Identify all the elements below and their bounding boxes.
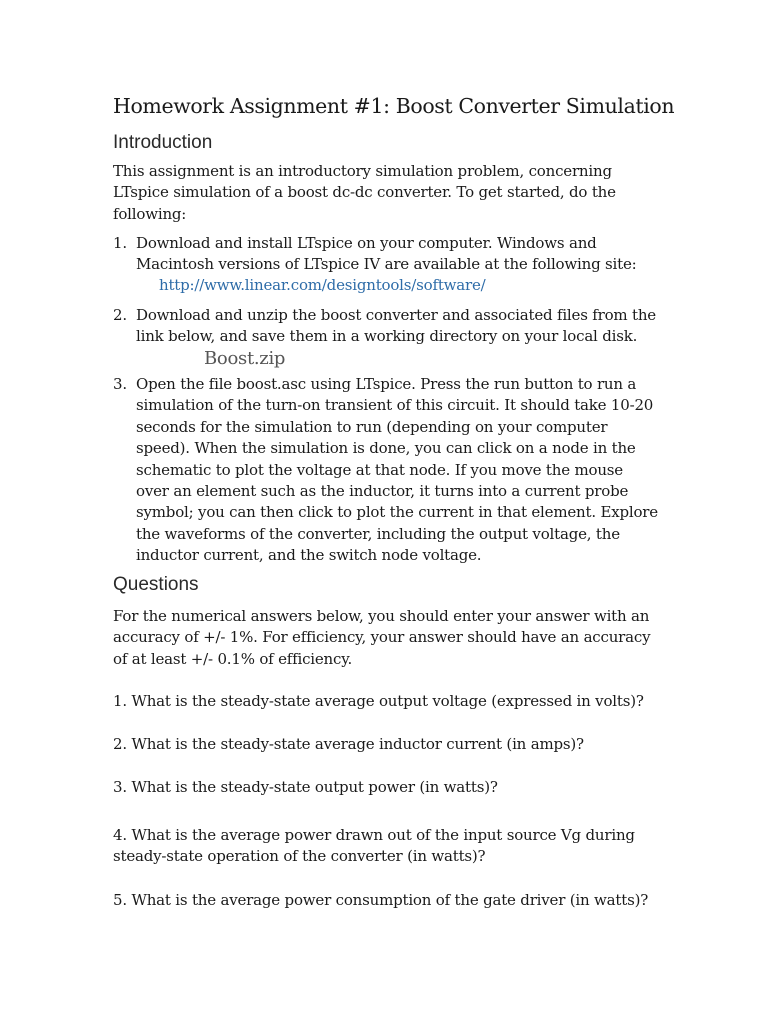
- step-number: 2.: [113, 306, 127, 324]
- boost-zip-link[interactable]: Boost.zip: [204, 348, 286, 369]
- step-number: 3.: [113, 375, 127, 393]
- question-4: 4. What is the average power drawn out of the input source Vg during steady-state operation of the converter (in watts)?: [113, 826, 635, 866]
- ltspice-download-link[interactable]: http://www.linear.com/designtools/software/: [159, 276, 486, 294]
- introduction-heading: Introduction: [113, 132, 213, 153]
- question-3: 3. What is the steady-state output power (in watts)?: [113, 778, 498, 796]
- step-text: Open the file boost.asc using LTspice. Press the run button to run a simulation of the turn-on transient of this circuit. It should take 10-20 seconds for the simulation to run (depending on your computer speed). When the simulation is done, you can click on a node in the schematic to plot the voltage at that node. If you move the mouse over an element such as the inductor, it turns into a current probe symbol; you can then click to plot the current in that element. Explore the waveforms of the converter, including the output voltage, the inductor current, and the switch node voltage.: [136, 375, 658, 565]
- step-2: [113, 305, 658, 348]
- step-text: Download and install LTspice on your computer. Windows and Macintosh versions of LTspice IV are available at the following site:: [136, 234, 637, 274]
- step-number: 1.: [113, 234, 127, 252]
- step-text: Download and unzip the boost converter and associated files from the link below, and save them in a working directory on your local disk.: [136, 306, 656, 346]
- question-1: 1. What is the steady-state average output voltage (expressed in volts)?: [113, 692, 644, 710]
- question-2: 2. What is the steady-state average inductor current (in amps)?: [113, 735, 584, 753]
- introduction-paragraph: This assignment is an introductory simulation problem, concerning LTspice simulation of a boost dc-dc converter. To get started, do the following:: [113, 162, 616, 223]
- question-5: 5. What is the average power consumption of the gate driver (in watts)?: [113, 891, 649, 909]
- step-3: [113, 374, 658, 567]
- step-1: [113, 233, 658, 276]
- questions-heading: Questions: [113, 574, 199, 595]
- document-title: Homework Assignment #1: Boost Converter Simulation: [113, 94, 675, 118]
- questions-intro: For the numerical answers below, you should enter your answer with an accuracy of +/- 1%. For efficiency, your answer should have an accuracy of at least +/- 0.1% of efficiency.: [113, 607, 651, 668]
